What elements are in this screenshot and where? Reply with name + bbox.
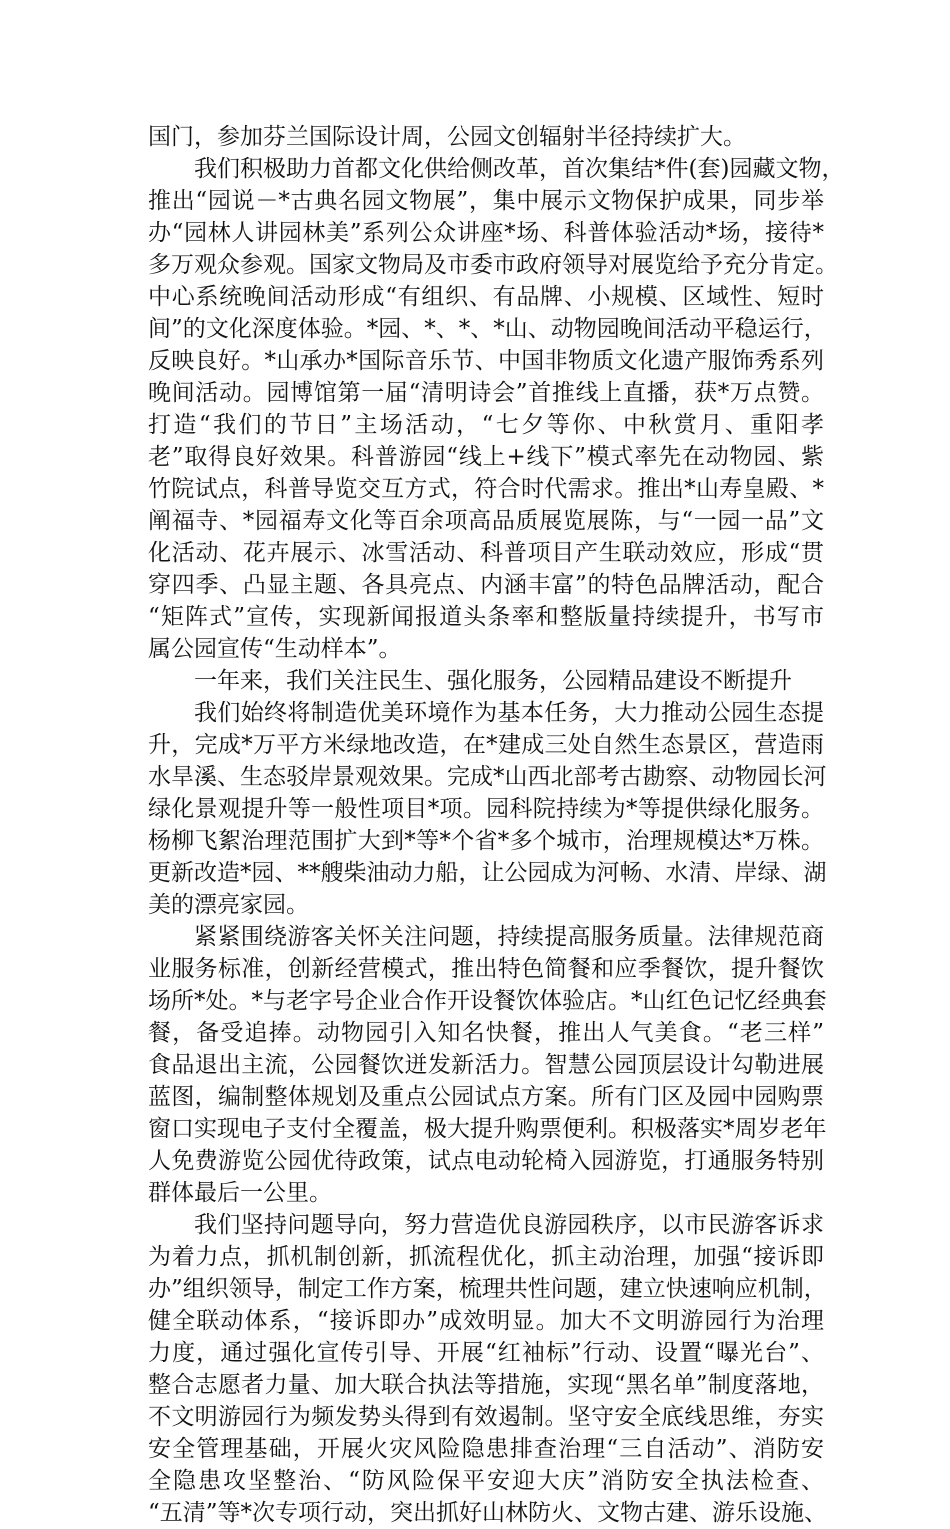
text-line: “矩阵式”宣传，实现新闻报道头条率和整版量持续提升，书写市 [148,604,824,630]
text-line: 老”取得良好效果。科普游园“线上+线下”模式率先在动物园、紫 [148,444,824,470]
text-line: 更新改造*园、**艘柴油动力船，让公园成为河畅、水清、岸绿、湖 [148,860,827,886]
text-line: 阐福寺、*园福寿文化等百余项高品质展览展陈，与“一园一品”文 [148,508,824,534]
text-line: “五清”等*次专项行动，突出抓好山林防火、文物古建、游乐设施、 [148,1500,828,1526]
text-line: 办”组织领导，制定工作方案，梳理共性问题，建立快速响应机制， [148,1276,827,1302]
text-line: 健全联动体系，“接诉即办”成效明显。加大不文明游园行为治理 [148,1308,824,1334]
text-line: 蓝图，编制整体规划及重点公园试点方案。所有门区及园中园购票 [148,1084,824,1110]
text-line: 办“园林人讲园林美”系列公众讲座*场、科普体验活动*场，接待* [148,220,824,246]
section-heading: 一年来，我们关注民生、强化服务，公园精品建设不断提升 [194,668,792,694]
text-line: 人免费游览公园优待政策，试点电动轮椅入园游览，打通服务特别 [148,1148,824,1174]
text-line: 全隐患攻坚整治、“防风险保平安迎大庆”消防安全执法检查、 [148,1468,824,1494]
text-line: 绿化景观提升等一般性项目*项。园科院持续为*等提供绿化服务。 [148,796,824,822]
text-line: 升，完成*万平方米绿地改造，在*建成三处自然生态景区，营造雨 [148,732,824,758]
text-line: 我们积极助力首都文化供给侧改革，首次集结*件(套)园藏文物， [194,156,845,182]
text-line: 餐，备受追捧。动物园引入知名快餐，推出人气美食。“老三样” [148,1020,824,1046]
text-line: 场所*处。*与老字号企业合作开设餐饮体验店。*山红色记忆经典套 [148,988,827,1014]
text-line: 业服务标准，创新经营模式，推出特色简餐和应季餐饮，提升餐饮 [148,956,824,982]
text-line: 杨柳飞絮治理范围扩大到*等*个省*多个城市，治理规模达*万株。 [148,828,824,854]
text-line: 紧紧围绕游客关怀关注问题，持续提高服务质量。法律规范商 [194,924,824,950]
text-line: 整合志愿者力量、加大联合执法等措施，实现“黑名单”制度落地， [148,1372,824,1398]
text-line: 食品退出主流，公园餐饮迸发新活力。智慧公园顶层设计勾勒进展 [148,1052,824,1078]
text-line: 国门，参加芬兰国际设计周，公园文创辐射半径持续扩大。 [148,124,746,150]
text-line: 晚间活动。园博馆第一届“清明诗会”首推线上直播，获*万点赞。 [148,380,824,406]
text-line: 间”的文化深度体验。*园、*、*、*山、动物园晚间活动平稳运行， [148,316,827,342]
text-line: 不文明游园行为频发势头得到有效遏制。坚守安全底线思维，夯实 [148,1404,824,1430]
text-line: 安全管理基础，开展火灾风险隐患排查治理“三自活动”、消防安 [148,1436,824,1462]
text-line: 化活动、花卉展示、冰雪活动、科普项目产生联动效应，形成“贯 [148,540,824,566]
text-line: 我们始终将制造优美环境作为基本任务，大力推动公园生态提 [194,700,824,726]
text-line: 反映良好。*山承办*国际音乐节、中国非物质文化遗产服饰秀系列 [148,348,824,374]
text-line: 多万观众参观。国家文物局及市委市政府领导对展览给予充分肯定。 [148,252,838,278]
text-line: 我们坚持问题导向，努力营造优良游园秩序，以市民游客诉求 [194,1212,824,1238]
text-line: 美的漂亮家园。 [148,892,309,918]
text-line: 力度，通过强化宣传引导、开展“红袖标”行动、设置“曝光台”、 [148,1340,824,1366]
document-body [148,121,845,1529]
text-line: 竹院试点，科普导览交互方式，符合时代需求。推出*山寿皇殿、* [148,476,824,502]
text-line: 水旱溪、生态驳岸景观效果。完成*山西北部考古勘察、动物园长河 [148,764,827,790]
text-line: 群体最后一公里。 [148,1180,332,1206]
text-line: 穿四季、凸显主题、各具亮点、内涵丰富”的特色品牌活动，配合 [148,572,824,598]
text-line: 窗口实现电子支付全覆盖，极大提升购票便利。积极落实*周岁老年 [148,1116,827,1142]
text-line: 为着力点，抓机制创新，抓流程优化，抓主动治理，加强“接诉即 [148,1244,824,1270]
text-line: 打造“我们的节日”主场活动，“七夕等你、中秋赏月、重阳孝 [148,412,824,438]
text-line: 中心系统晚间活动形成“有组织、有品牌、小规模、区域性、短时 [148,284,824,310]
text-line: 推出“园说－*古典名园文物展”，集中展示文物保护成果，同步举 [148,188,824,214]
text-line: 属公园宣传“生动样本”。 [148,636,402,662]
